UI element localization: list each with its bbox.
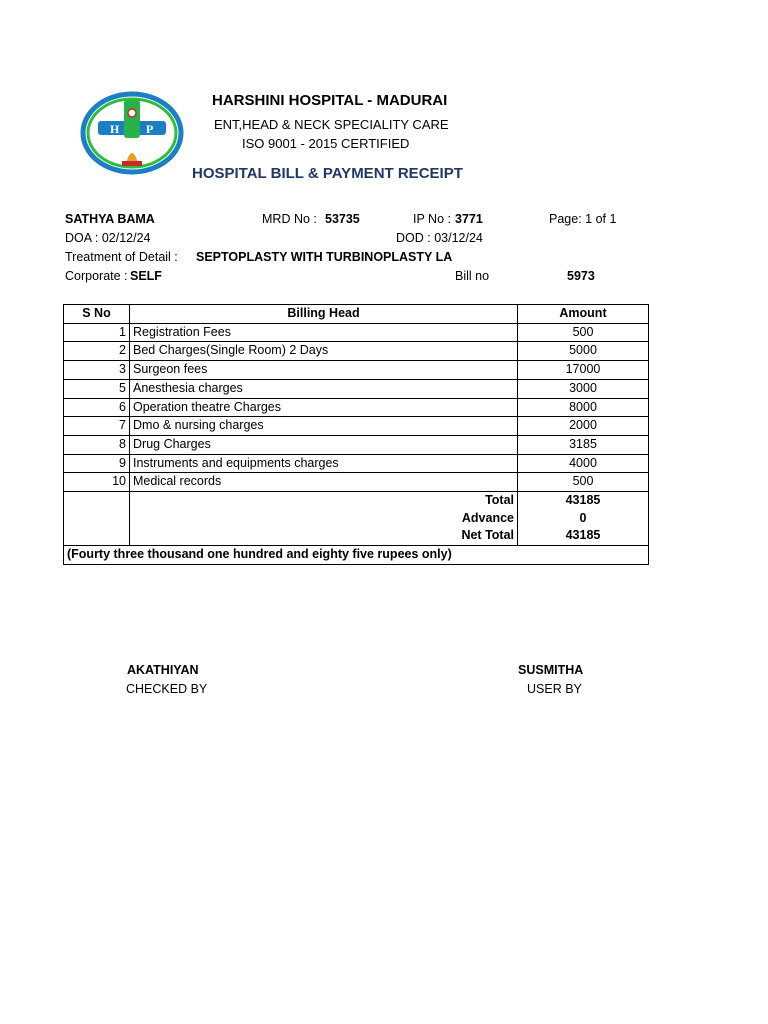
patient-name: SATHYA BAMA [65, 212, 155, 226]
speciality-line: ENT,HEAD & NECK SPECIALITY CARE [214, 117, 449, 132]
row-amount: 500 [518, 323, 649, 342]
corporate-label: Corporate : [65, 269, 128, 283]
header-sno: S No [64, 305, 130, 324]
dod: DOD : 03/12/24 [396, 231, 483, 245]
row-head: Dmo & nursing charges [130, 417, 518, 436]
corporate-value: SELF [130, 269, 162, 283]
billing-table [63, 304, 649, 565]
advance-label: Advance [130, 510, 518, 528]
table-row [64, 379, 649, 398]
row-head: Surgeon fees [130, 361, 518, 380]
table-row [64, 398, 649, 417]
row-sno: 3 [64, 361, 130, 380]
row-amount: 17000 [518, 361, 649, 380]
row-amount: 4000 [518, 454, 649, 473]
row-sno: 6 [64, 398, 130, 417]
amount-in-words-row [64, 546, 649, 565]
advance-row [64, 510, 649, 528]
hospital-logo [80, 91, 184, 175]
total-value: 43185 [518, 492, 649, 510]
document-title: HOSPITAL BILL & PAYMENT RECEIPT [192, 165, 463, 182]
table-row [64, 435, 649, 454]
page-indicator: Page: 1 of 1 [549, 212, 617, 226]
table-row [64, 454, 649, 473]
row-head: Registration Fees [130, 323, 518, 342]
row-sno: 9 [64, 454, 130, 473]
row-sno: 1 [64, 323, 130, 342]
user-by-name: SUSMITHA [518, 663, 584, 677]
net-total-label: Net Total [130, 527, 518, 545]
net-total-blank [64, 527, 130, 545]
row-amount: 3185 [518, 435, 649, 454]
advance-blank [64, 510, 130, 528]
row-head: Drug Charges [130, 435, 518, 454]
row-amount: 5000 [518, 342, 649, 361]
row-head: Anesthesia charges [130, 379, 518, 398]
logo-letter-p: P [146, 122, 154, 136]
treatment-label: Treatment of Detail : [65, 250, 178, 264]
table-row [64, 473, 649, 492]
mrd-value: 53735 [325, 212, 360, 226]
doa: DOA : 02/12/24 [65, 231, 151, 245]
treatment-value: SEPTOPLASTY WITH TURBINOPLASTY LA [196, 250, 453, 264]
bill-no-label: Bill no [455, 269, 490, 283]
header-billing-head: Billing Head [130, 305, 518, 324]
table-row [64, 417, 649, 436]
row-sno: 10 [64, 473, 130, 492]
table-row [64, 342, 649, 361]
row-amount: 500 [518, 473, 649, 492]
row-amount: 3000 [518, 379, 649, 398]
header-amount: Amount [518, 305, 649, 324]
table-row [64, 361, 649, 380]
checked-by-label: CHECKED BY [126, 682, 208, 696]
advance-value: 0 [518, 510, 649, 528]
row-sno: 5 [64, 379, 130, 398]
table-header-row [64, 305, 649, 324]
ip-label: IP No : [413, 212, 451, 226]
ip-value: 3771 [455, 212, 483, 226]
row-head: Instruments and equipments charges [130, 454, 518, 473]
mrd-label: MRD No : [262, 212, 317, 226]
table-row [64, 323, 649, 342]
row-sno: 7 [64, 417, 130, 436]
hospital-name: HARSHINI HOSPITAL - MADURAI [212, 92, 448, 109]
bill-no-value: 5973 [567, 269, 595, 283]
amount-in-words: (Fourty three thousand one hundred and eighty five rupees only) [64, 546, 649, 565]
net-total-value: 43185 [518, 527, 649, 545]
total-label: Total [130, 492, 518, 510]
row-head: Operation theatre Charges [130, 398, 518, 417]
row-head: Medical records [130, 473, 518, 492]
logo-letter-h: H [110, 122, 120, 136]
total-row [64, 492, 649, 510]
row-sno: 2 [64, 342, 130, 361]
total-blank [64, 492, 130, 510]
checked-by-name: AKATHIYAN [127, 663, 199, 677]
row-amount: 2000 [518, 417, 649, 436]
net-total-row [64, 527, 649, 545]
certification-line: ISO 9001 - 2015 CERTIFIED [242, 136, 410, 151]
user-by-label: USER BY [527, 682, 582, 696]
row-amount: 8000 [518, 398, 649, 417]
row-head: Bed Charges(Single Room) 2 Days [130, 342, 518, 361]
row-sno: 8 [64, 435, 130, 454]
